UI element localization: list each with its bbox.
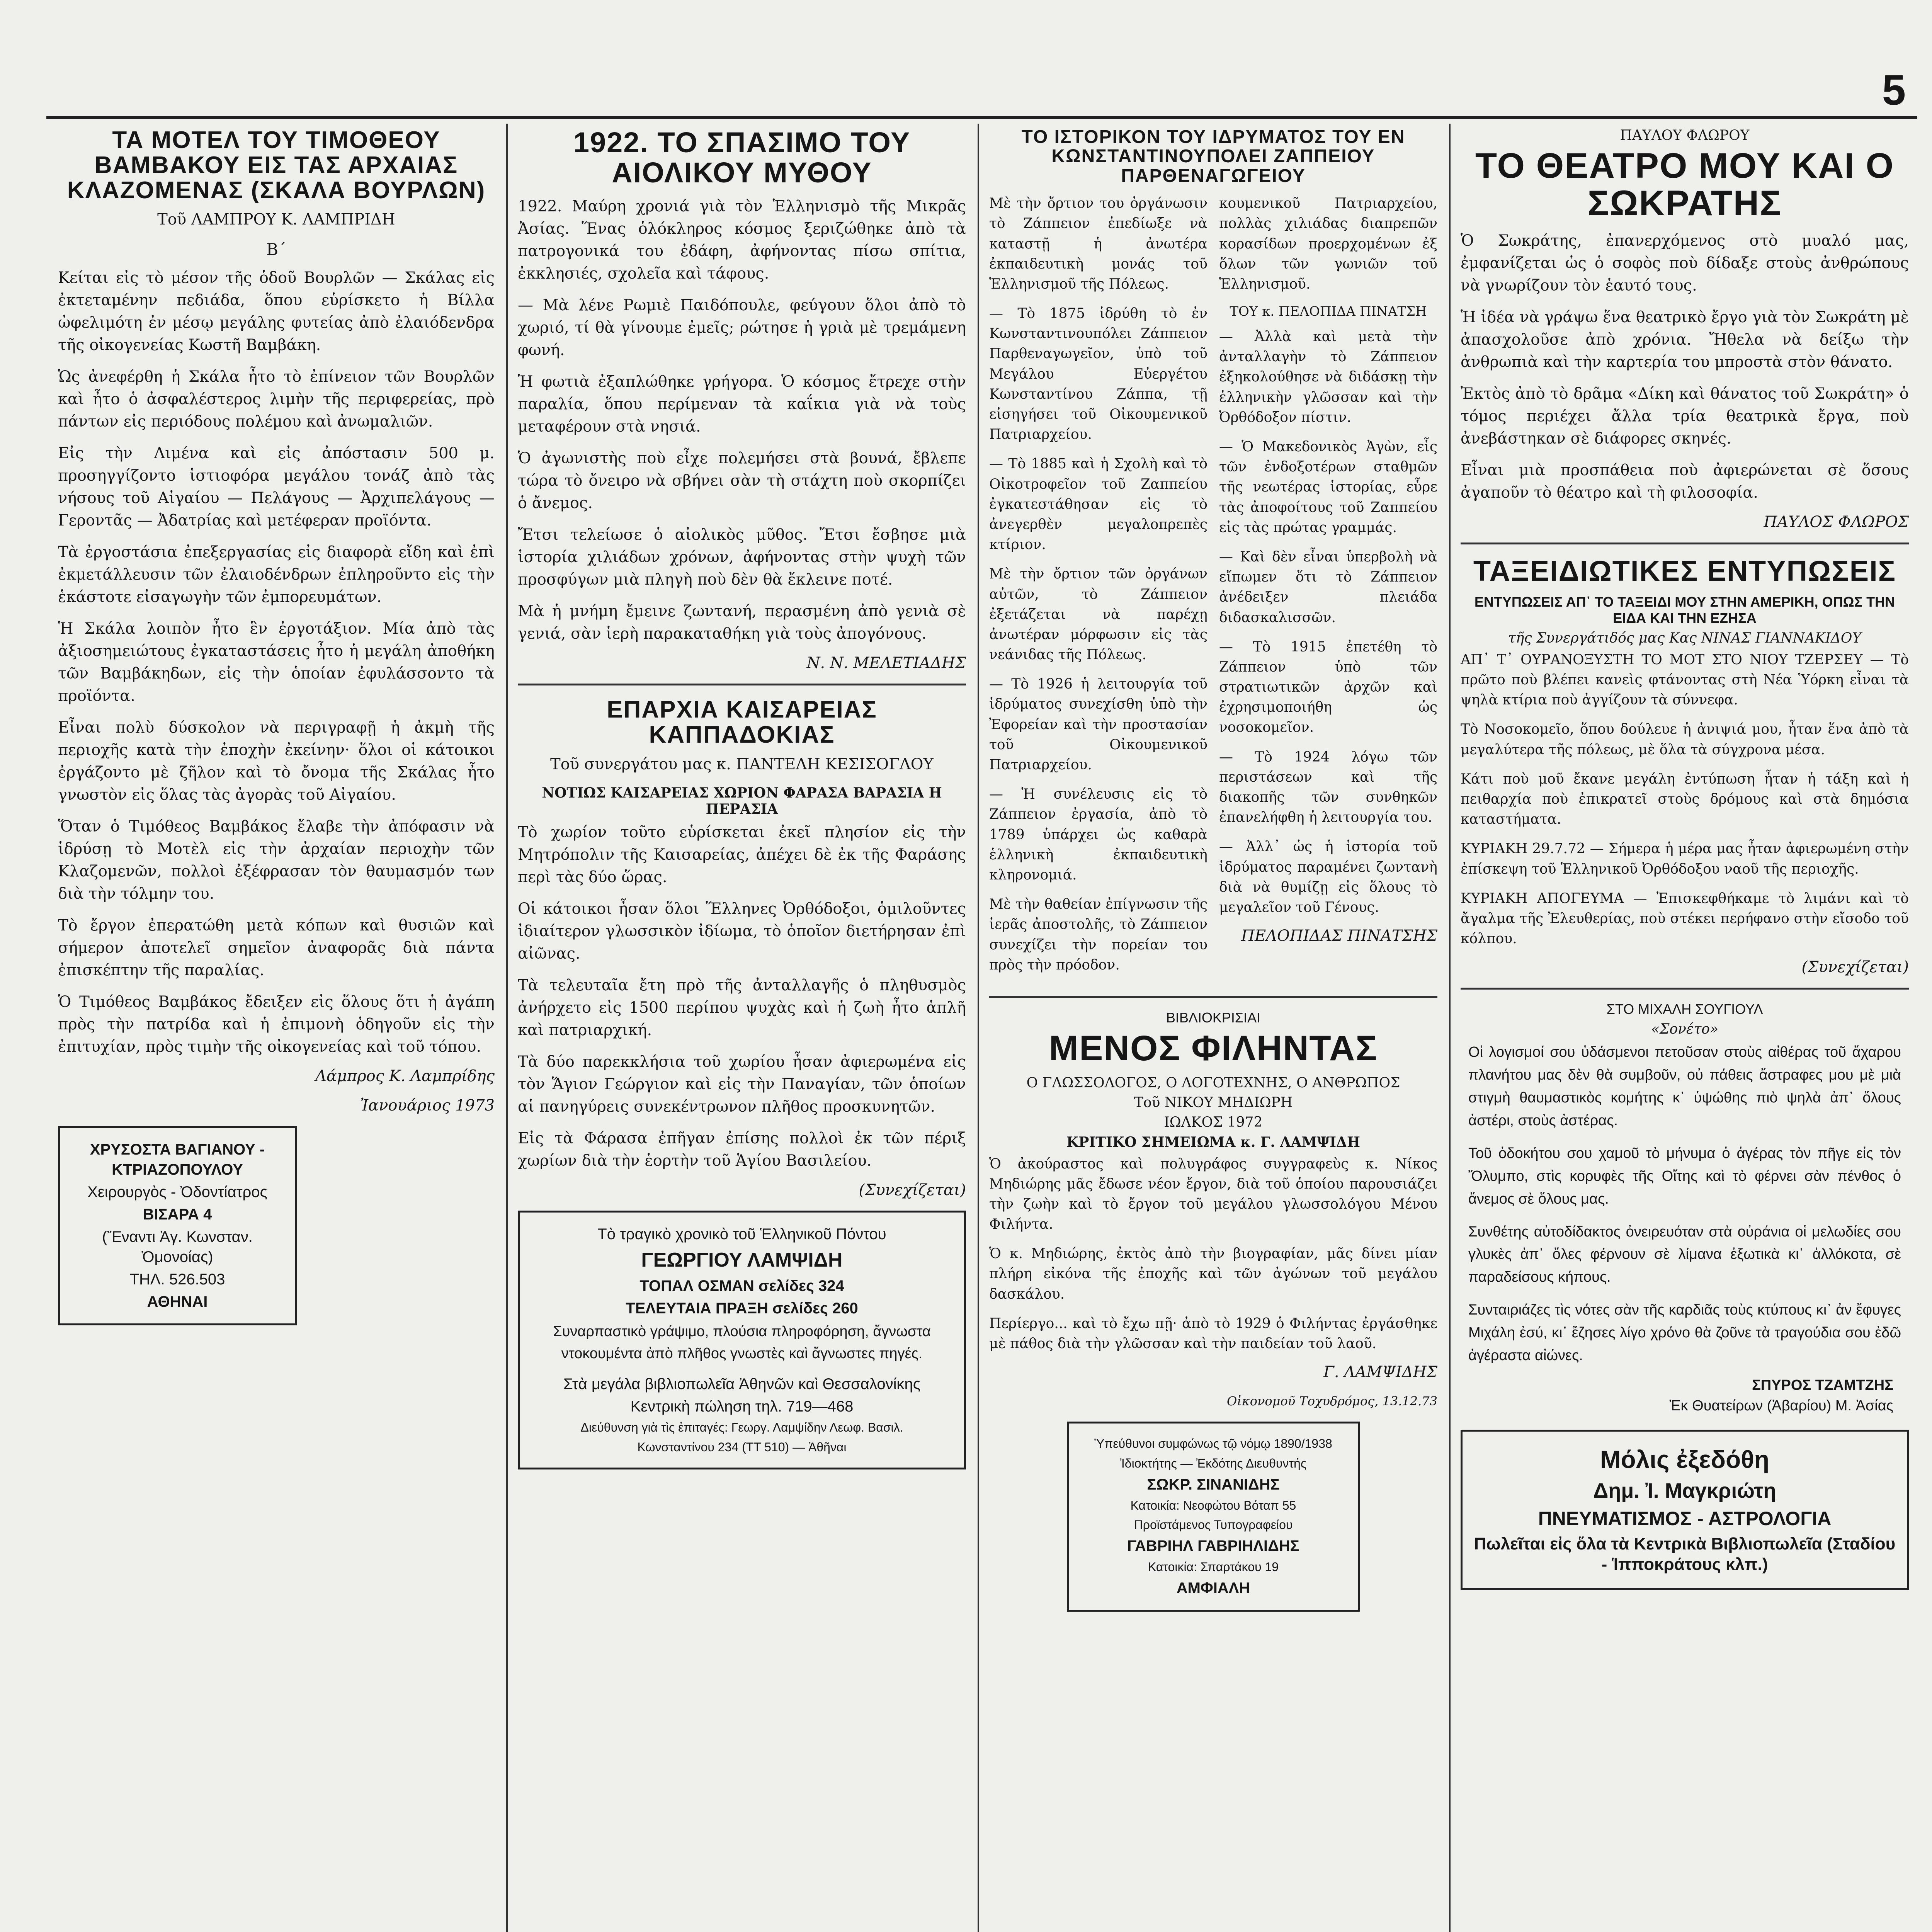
book-ad-title-2: ΤΕΛΕΥΤΑΙΑ ΠΡΑΞΗ σελίδες 260 [626,1299,858,1317]
myth-paragraph: Ὁ ἀγωνιστὴς ποὺ εἶχε πολεμήσει στὰ βουνά, ἔβλεπε τώρα τὸ ὄνειρο νὰ σβήνει σὰν τὴ στάχτη ποὺ σκορπίζει ὁ ἄνεμος. [518,449,966,512]
myth-paragraph: — Μὰ λένε Ρωμιὲ Παιδόπουλε, φεύγουν ὅλοι ἀπὸ τὸ χωριό, τί θὰ γίνουμε ἐμεῖς; ρώτησε ἡ γριὰ μὲ τρεμάμενη φωνή. [518,296,966,359]
zappeion-paragraph: κουμενικοῦ Πατριαρχείου, πολλὰς χιλιάδας διαπρεπῶν κορασίδων προερχομένων ἐξ ὅλων τῶν γωνιῶν τοῦ Ἑλληνισμοῦ. [1219,196,1437,292]
review-note: ΚΡΙΤΙΚΟ ΣΗΜΕΙΩΜΑ κ. Γ. ΛΑΜΨΙΔΗ [1066,1134,1360,1150]
poem-subtitle: «Σονέτο» [1651,1021,1718,1037]
travel-paragraph: Τὸ Νοσοκομεῖο, ὅπου δούλευε ἡ ἀνιψιά μου, ἦταν ἕνα ἀπὸ τὰ μεγαλύτερα τῆς πόλεως, μὲ ὅλα τὰ σύγχρονα μέσα. [1461,721,1909,758]
book-ad-central: Κεντρικὴ πώληση τηλ. 719—468 [630,1398,854,1415]
masthead-box [1067,1422,1360,1612]
review-paragraph: Ὁ κ. Μηδιώρης, ἐκτὸς ἀπὸ τὴν βιογραφίαν, μᾶς δίνει μίαν πλήρη εἰκόνα τῆς ἐποχῆς καὶ τῶν ἀγώνων τοῦ μεγάλου δασκάλου. [989,1246,1437,1302]
zappeion-paragraph: — Τὸ 1926 ἡ λειτουργία τοῦ ἱδρύματος συνεχίσθη ὑπὸ τὴν Ἐφορείαν καὶ τὴν προστασίαν τοῦ Οἰκουμενικοῦ Πατριαρχείου. [989,676,1208,773]
motel-paragraph: Ὁ Τιμόθεος Βαμβάκος ἔδειξεν εἰς ὅλους ὅτι ἡ ἀγάπη πρὸς τὴν πατρίδα καὶ ἡ ἐπιμονὴ ὁδηγοῦν εἰς τὴν ἐπιτυχίαν, πρὸς τιμὴν τῆς οἰκογενείας καὶ τοῦ τόπου. [58,993,495,1056]
motel-headline: ΤΑ ΜΟΤΕΛ ΤΟΥ ΤΙΜΟΘΕΟΥ ΒΑΜΒΑΚΟΥ ΕΙΣ ΤΑΣ ΑΡΧΑΙΑΣ ΚΛΑΖΟΜΕΝΑΣ (ΣΚΑΛΑ ΒΟΥΡΛΩΝ) [67,127,486,204]
kaisareia-paragraph: Τὰ δύο παρεκκλήσια τοῦ χωρίου ἦσαν ἀφιερωμένα εἰς τὸν Ἅγιον Γεώργιον καὶ εἰς τὴν Παναγίαν, τῶν ὁποίων αἱ πανηγύρεις συνεκέντρωνον πλῆθος προσκυνητῶν. [518,1053,966,1116]
section-rule [1461,988,1909,990]
masthead-line: Ὑπεύθυνοι συμφώνως τῷ νόμῳ 1890/1938 [1094,1437,1332,1451]
motel-paragraph: Εἶναι πολὺ δύσκολον νὰ περιγραφῇ ἡ ἀκμὴ τῆς περιοχῆς κατὰ τὴν ἐποχὴν ἐκείνην· ὅλοι οἱ κάτοικοι ἐργάζοντο μὲ ζῆλον καὶ τὸ ὄνομα τῆς Σκάλας ἦτο γνωστὸν εἰς ὅλας τὰς ἀγορὰς τοῦ Αἰγαίου. [58,719,495,804]
travel-byline: τῆς Συνεργάτιδός μας Κας ΝΙΝΑΣ ΓΙΑΝΝΑΚΙΔΟΥ [1508,630,1862,646]
myth-paragraph: Ἔτσι τελείωσε ὁ αἰολικὸς μῦθος. Ἔτσι ἔσβησε μιὰ ἱστορία χιλιάδων χρόνων, ἀφήνοντας στὴν ψυχὴ τῶν προσφύγων μιὰ πληγὴ ποὺ δὲν θὰ ἔκλεινε ποτέ. [518,526,966,589]
myth-headline: 1922. ΤΟ ΣΠΑΣΙΜΟ ΤΟΥ ΑΙΟΛΙΚΟΥ ΜΥΘΟΥ [573,126,911,189]
masthead-line: Προϊστάμενος Τυπογραφείου [1134,1518,1293,1532]
astrology-ad-line2: Δημ. Ἰ. Μαγκριώτη [1593,1479,1776,1502]
zappeion-paragraph: Μὲ τὴν ὄρτιον τῶν ὀργάνων αὐτῶν, τὸ Ζάππειον ἐξετάζεται νὰ παρέχῃ ἀνωτέραν μόρφωσιν εἰς τὰς νεάνιδας τῆς Πόλεως. [989,566,1208,663]
masthead-line: ΓΑΒΡΙΗΛ ΓΑΒΡΙΗΛΙΔΗΣ [1127,1537,1299,1555]
book-ad-orders: Διεύθυνση γιὰ τὶς ἐπιταγές: Γεωργ. Λαμψίδην Λεωφ. Βασιλ. [580,1420,903,1434]
travel-paragraph: ΚΥΡΙΑΚΗ ΑΠΟΓΕΥΜΑ — Ἐπισκεφθήκαμε τὸ λιμάνι καὶ τὸ ἄγαλμα τῆς Ἐλευθερίας, ποὺ στέκει περήφανο στὴν εἴσοδο τοῦ κόλπου. [1461,890,1909,947]
kaisareia-headline: ΕΠΑΡΧΙΑ ΚΑΙΣΑΡΕΙΑΣ ΚΑΠΠΑΔΟΚΙΑΣ [607,696,877,748]
poem-stanza: Συνταιριάζες τὶς νότες σὰν τῆς καρδιᾶς τοὺς κτύπους κι᾽ ἀν ἔφυγες Μιχάλη ἐσύ, κι᾽ ἔζησες λίγο χρόνο θὰ ζοῦνε τὰ τραγούδια σου ἐδῶ ἀγέραστα αἰώνες. [1468,1302,1901,1364]
theatre-paragraph: Ἡ ἰδέα νὰ γράψω ἕνα θεατρικὸ ἔργο γιὰ τὸν Σωκράτη μὲ ἀπασχολοῦσε ἀπὸ χρόνια. Ἤθελα νὰ δείξω τὴν ἀνθρωπιὰ καὶ τὴν καρτερία του μπροστὰ στὸν θάνατο. [1461,308,1909,371]
column-divider [1449,124,1451,1932]
column-1922-article [510,124,974,1932]
astrology-ad-line1: Μόλις ἐξεδόθη [1600,1445,1769,1473]
book-ad-orders-2: Κωνσταντίνου 234 (ΤΤ 510) — Ἀθῆναι [637,1440,847,1454]
theatre-paragraph: Εἶναι μιὰ προσπάθεια ποὺ ἀφιερώνεται σὲ ὅσους ἀγαποῦν τὸ θέατρο καὶ τὴ φιλοσοφία. [1461,461,1909,502]
motel-section-mark: Β΄ [266,240,286,259]
dentist-phone: ΤΗΛ. 526.503 [129,1271,225,1288]
myth-paragraph: Μὰ ἡ μνήμη ἔμεινε ζωντανή, περασμένη ἀπὸ γενιὰ σὲ γενιά, σὰν ἱερὴ παρακαταθήκη γιὰ τοὺς ἀπογόνους. [518,602,966,643]
zappeion-paragraph: Μὲ τὴν ὄρτιον του ὀργάνωσιν τὸ Ζάππειον ἐπεδίωξε νὰ καταστῇ ἡ ἀνωτέρα ἐκπαιδευτικὴ μονάς τοῦ Ἑλληνισμοῦ τῆς Πόλεως. [989,196,1208,292]
review-subtitle: Ο ΓΛΩΣΣΟΛΟΓΟΣ, Ο ΛΟΓΟΤΕΧΝΗΣ, Ο ΑΝΘΡΩΠΟΣ [1026,1075,1400,1091]
travel-headline: ΤΑΞΕΙΔΙΩΤΙΚΕΣ ΕΝΤΥΠΩΣΕΙΣ [1473,555,1896,587]
motel-paragraph: Κείται εἰς τὸ μέσον τῆς ὁδοῦ Βουρλῶν — Σκάλας εἰς ἐκτεταμένην πεδιάδα, ὅπου εὑρίσκετο ἡ Βίλλα ὠφελιμότη ἐν μέσῳ μεγάλης φυτείας ἀπὸ ἐλαιόδενδρα τῆς οἰκογενείας Κωστῆ Βαμβάκη. [58,269,495,354]
dentist-ad [58,1126,297,1325]
motel-paragraph: Τὰ ἐργοστάσια ἐπεξεργασίας εἰς διαφορὰ εἴδη καὶ ἐπὶ ἐκμετάλλευσιν τῶν ἐλαιοδένδρων ἐπληροῦντο εἰς τὴν ἑκάστοτε εἰσαγωγὴν τῶν ἐμπορευμάτων. [58,543,495,606]
review-title: ΜΕΝΟΣ ΦΙΛΗΝΤΑΣ [1049,1028,1378,1068]
review-signature: Γ. ΛΑΜΨΙΔΗΣ [1323,1363,1437,1381]
motel-signature-date: Ἰανουάριος 1973 [360,1097,495,1115]
zappeion-paragraph: — Τὸ 1924 λόγω τῶν περιστάσεων καὶ τῆς διακοπῆς τῶν συνθηκῶν ἐπανελήφθη ἡ λειτουργία του. [1219,749,1437,826]
theatre-paragraph: Ἐκτὸς ἀπὸ τὸ δρᾶμα «Δίκη καὶ θάνατος τοῦ Σωκράτη» ὁ τόμος περιέχει ἄλλα τρία θεατρικὰ ἔργα, ποὺ ἀνεβάστηκαν σὲ διάφορες σκηνές. [1461,385,1909,448]
dentist-address-note: (Ἔναντι Ἁγ. Κωνσταν. Ὁμονοίας) [102,1228,253,1266]
book-ad-desc: Συναρπαστικὸ γράψιμο, πλούσια πληροφόρηση, ἄγνωστα ντοκουμέντα ἀπὸ πλῆθος γνωστὲς καὶ ἄγνωστες πηγές. [553,1323,931,1362]
astrology-ad-title: ΠΝΕΥΜΑΤΙΣΜΟΣ - ΑΣΤΡΟΛΟΓΙΑ [1538,1508,1832,1530]
travel-paragraph: ΚΥΡΙΑΚΗ 29.7.72 — Σήμερα ἡ μέρα μας ἦταν ἀφιερωμένη στὴν ἐπίσκεψη τοῦ Ἑλληνικοῦ Ὀρθόδοξου ναοῦ τῆς περιοχῆς. [1461,841,1909,877]
masthead-line: ΑΜΦΙΑΛΗ [1176,1579,1250,1597]
book-ad-title-1: ΤΟΠΑΛ ΟΣΜΑΝ σελίδες 324 [639,1277,844,1294]
myth-paragraph: Ἡ φωτιὰ ἐξαπλώθηκε γρήγορα. Ὁ κόσμος ἔτρεχε στὴν παραλία, ὅπου περίμεναν τὰ καΐκια γιὰ νὰ τοὺς μεταφέρουν στὰ νησιά. [518,373,966,436]
review-paragraph: Περίεργο... καὶ τὸ ἔχω πῇ· ἀπὸ τὸ 1929 ὁ Φιλήντας ἐργάσθηκε μὲ πάθος διὰ τὴν γλῶσσαν καὶ τὴν παιδείαν τοῦ λαοῦ. [989,1315,1437,1352]
travel-kicker: ΕΝΤΥΠΩΣΕΙΣ ΑΠ᾽ ΤΟ ΤΑΞΕΙΔΙ ΜΟΥ ΣΤΗΝ ΑΜΕΡΙΚΗ, ΟΠΩΣ ΤΗΝ ΕΙΔΑ ΚΑΙ ΤΗΝ ΕΖΗΣΑ [1474,594,1895,626]
kaisareia-paragraph: Τὸ χωρίον τοῦτο εὑρίσκεται ἐκεῖ πλησίον εἰς τὴν Μητρόπολιν τῆς Καισαρείας, ἀπέχει δὲ ἐκ τῆς Φαράσης περὶ τὰς δύο ὥρας. [518,823,966,886]
travel-paragraph: ΑΠ᾽ Τ᾽ ΟΥΡΑΝΟΞΥΣΤΗ ΤΟ ΜΟΤ ΣΤΟ ΝΙΟΥ ΤΖΕΡΣΕΥ — Τὸ πρῶτο ποὺ βλέπει κανεὶς φτάνοντας στὴ Νέα Ὑόρκη εἶναι τὰ ψηλὰ κτίρια ποὺ ἀγγίζουν τὰ σύννεφα. [1461,651,1909,708]
dentist-address: ΒΙΣΑΡΑ 4 [143,1206,212,1223]
book-ad-author: ΓΕΩΡΓΙΟΥ ΛΑΜΨΙΔΗ [641,1248,843,1271]
review-kicker: ΒΙΒΛΙΟΚΡΙΣΙΑΙ [1166,1009,1261,1026]
poem-stanza: Οἱ λογισμοί σου ὑδάσμενοι πετοῦσαν στοὺς αἰθέρας τοῦ ἄχαρου πλανήτου μας δὲν θὰ συμβοῦν, οὐ πάθεις ἄστραφες μου μὲ μιὰ στιγμὴ θαυμαστικὸς κομήτης κ᾽ ὑψώθης πιὸ ψηλὰ ἀπ᾽ ὅλους ἀστέρι, στοὺς ἀστέρας. [1468,1044,1901,1129]
review-place: ΙΩΛΚΟΣ 1972 [1164,1114,1263,1130]
zappeion-paragraph: — Ἀλλ᾽ ὡς ἡ ἱστορία τοῦ ἱδρύματος παραμένει ζωντανὴ διὰ νὰ θυμίζῃ εἰς ὅλους τὸ μεγαλεῖον τοῦ Γένους. [1219,839,1437,915]
motel-paragraph: Εἰς τὴν Λιμένα καὶ εἰς ἀπόστασιν 500 μ. προσηγγίζοντο ἱστιοφόρα μεγάλου τονάζ ἀπὸ τὰς νήσους τοῦ Αἰγαίου — Πελάγους — Ἀρχιπελάγους — Γεροντᾶς — Ἀδατρίας καὶ μετέφεραν προϊόντα. [58,444,495,530]
zappeion-paragraph: — Καὶ δὲν εἶναι ὑπερβολὴ νὰ εἴπωμεν ὅτι τὸ Ζάππειον ἀνέδειξεν πλειάδα διδασκαλισσῶν. [1219,549,1437,626]
theatre-kicker: ΠΑΥΛΟΥ ΦΛΩΡΟΥ [1620,128,1750,143]
page-number: 5 [1882,66,1906,114]
section-rule [989,996,1437,998]
top-rule [46,116,1917,119]
poem-author: ΣΠΥΡΟΣ ΤΖΑΜΤΖΗΣ [1752,1377,1893,1393]
zappeion-paragraph: — Τὸ 1875 ἱδρύθη τὸ ἐν Κωνσταντινουπόλει Ζάππειον Παρθεναγωγεῖον, ὑπὸ τοῦ Μεγάλου Εὐεργέτου Κωνσταντίνου Ζάππα, τῇ εἰσηγήσει τοῦ Οἰκουμενικοῦ Πατριαρχείου. [989,306,1208,443]
section-rule [518,684,966,685]
theatre-paragraph: Ὁ Σωκράτης, ἐπανερχόμενος στὸ μυαλό μας, ἐμφανίζεται ὡς ὁ σοφὸς ποὺ δίδαξε στοὺς ἀνθρώπους νὰ γνωρίζουν τὸν ἑαυτό τους. [1461,232,1909,295]
dentist-name: ΧΡΥΣΟΣΤΑ ΒΑΓΙΑΝΟΥ - ΚΤΡΙΑΖΟΠΟΥΛΟΥ [90,1141,265,1179]
kaisareia-paragraph: Οἱ κάτοικοι ἦσαν ὅλοι Ἕλληνες Ὀρθόδοξοι, ὁμιλοῦντες ἰδιαίτερον γλωσσικὸν ἰδίωμα, τὸ ὁποῖον διετήρησαν ἐπὶ αἰῶνας. [518,900,966,963]
masthead-line: Κατοικία: Νεοφώτου Βόταπ 55 [1130,1498,1296,1512]
book-ad-where: Στὰ μεγάλα βιβλιοπωλεῖα Ἀθηνῶν καὶ Θεσσαλονίκης [563,1375,921,1393]
motel-byline: Τοῦ ΛΑΜΠΡΟΥ Κ. ΛΑΜΠΡΙΔΗ [157,211,395,229]
myth-paragraph: 1922. Μαύρη χρονιά γιὰ τὸν Ἑλληνισμὸ τῆς Μικρᾶς Ἀσίας. Ἕνας ὁλόκληρος κόσμος ξεριζώθηκε ἀπὸ τὰ πατρογονικά του ἐδάφη, ἀφήνοντας πίσω σπίτια, ἐκκλησιές, σχολεῖα καὶ τάφους. [518,197,966,283]
masthead-line: ΣΩΚΡ. ΣΙΝΑΝΙΔΗΣ [1147,1476,1280,1493]
motel-signature: Λάμπρος Κ. Λαμπρίδης [315,1067,495,1085]
zappeion-paragraph: — Ὁ Μακεδονικὸς Ἀγὼν, εἷς τῶν ἐνδοξοτέρων σταθμῶν τῆς νεωτέρας ἱστορίας, εὗρε τὰς ἀποφοίτους τοῦ Ζαππείου εἰς τὰς πρώτας γραμμάς. [1219,439,1437,536]
masthead-line: Κατοικία: Σπαρτάκου 19 [1148,1560,1279,1574]
review-author: Τοῦ ΝΙΚΟΥ ΜΗΔΙΩΡΗ [1134,1094,1293,1111]
zappeion-headline: ΤΟ ΙΣΤΟΡΙΚΟΝ ΤΟΥ ΙΔΡΥΜΑΤΟΣ ΤΟΥ ΕΝ ΚΩΝΣΤΑΝΤΙΝΟΥΠΟΛΕΙ ΖΑΠΠΕΙΟΥ ΠΑΡΘΕΝΑΓΩΓΕΙΟΥ [1021,127,1405,186]
kaisareia-continued: (Συνεχίζεται) [859,1181,966,1199]
motel-paragraph: Ἡ Σκάλα λοιπὸν ἦτο ἓν ἐργοτάξιον. Μία ἀπὸ τὰς ἀξιοσημειώτους ἐγκαταστάσεις ἦτο ἡ μεγάλη ἀποθήκη τῶν Βαμβάκηδων, εἰς τὴν ὁποίαν ἐφυλάσσοντο τὰ προϊόντα. [58,620,495,705]
poem-stanza: Τοῦ ὁδοκήτου σου χαμοῦ τὸ μήνυμα ὁ ἀγέρας τὸν πῆγε εἰς τὸν Ὄλυμπο, στὶς κορυφὲς τῆς Οἴτης καὶ τὸ φέρνει σὰν πένθος ὁ ἄνεμος σὲ ὅλους μας. [1468,1145,1901,1207]
zappeion-paragraph: — Ἀλλὰ καὶ μετὰ τὴν ἀνταλλαγὴν τὸ Ζάππειον ἐξηκολούθησε νὰ διδάσκῃ τὴν ἑλληνικὴν γλῶσσαν καὶ τὴν Ὀρθόδοξον πίστιν. [1219,329,1437,425]
poem-author-place: Ἐκ Θυατείρων (Ἀβαρίου) Μ. Ἀσίας [1669,1397,1893,1414]
section-rule [1461,543,1909,544]
review-sig-place: Οἰκονομοῦ Τοχυδρόμος, 13.12.73 [1226,1394,1437,1409]
poem-stanza: Συνθέτης αὐτοδίδακτος ὀνειρευόταν στὰ οὐράνια οἱ μελωδίες σου γλυκὲς ἀπ᾽ ὅλες φέρνουν σὲ λίμανα ἐξωτικὰ κι᾽ ἀλλόκοτα, σὲ παραδείσους κήπους. [1468,1223,1901,1286]
astrology-ad [1461,1430,1909,1590]
kaisareia-byline: Τοῦ συνεργάτου μας κ. ΠΑΝΤΕΛΗ ΚΕΣΙΣΟΓΛΟΥ [550,755,934,773]
motel-paragraph: Ὡς ἀνεφέρθη ἡ Σκάλα ἦτο τὸ ἐπίνειον τῶν Βουρλῶν καὶ ἦτο ὁ ἀσφαλέστερος λιμὴν τῆς περιφερείας, πρὸ πάντων εἰς περιόδους πολέμου καὶ ἀνωμαλιῶν. [58,368,495,431]
review-paragraph: Ὁ ἀκούραστος καὶ πολυγράφος συγγραφεὺς κ. Νίκος Μηδιώρης μᾶς ἔδωσε νέον ἔργον, διὰ τοῦ ὁποίου παρουσιάζει τὴν ζωὴν καὶ τὸ ἔργον τοῦ μεγάλου γλωσσολόγου Μένου Φιλήντα. [989,1156,1437,1233]
zappeion-paragraph: — Τὸ 1885 καὶ ἡ Σχολὴ καὶ τὸ Οἰκοτροφεῖον τοῦ Ζαππείου ἐγκατεστάθησαν εἰς τὸ ἀνεγερθὲν μεγαλοπρεπὲς κτίριον. [989,456,1208,553]
column-theatre-article [1453,124,1917,1932]
travel-paragraph: Κάτι ποὺ μοῦ ἔκανε μεγάλη ἐντύπωση ἦταν ἡ τάξη καὶ ἡ πειθαρχία ποὺ ἐπικρατεῖ στοὺς δρόμους καὶ στὰ δημόσια καταστήματα. [1461,771,1909,828]
zappeion-byline: ΤΟΥ κ. ΠΕΛΟΠΙΔΑ ΠΙΝΑΤΣΗ [1230,304,1427,320]
masthead-line: Ἰδιοκτήτης — Ἐκδότης Διευθυντής [1120,1456,1307,1470]
column-divider [978,124,979,1932]
motel-paragraph: Τὸ ἔργον ἐπερατώθη μετὰ κόπων καὶ θυσιῶν καὶ σήμερον ἀποτελεῖ σημεῖον ἀναφορᾶς διὰ πάντα ἐπισκέπτην τῆς παραλίας. [58,917,495,980]
theatre-headline: ΤΟ ΘΕΑΤΡΟ ΜΟΥ ΚΑΙ Ο ΣΩΚΡΑΤΗΣ [1475,146,1895,223]
column-zappeion-article [981,124,1445,1932]
book-ad [518,1211,966,1469]
zappeion-paragraph: — Τὸ 1915 ἐπετέθη τὸ Ζάππειον ὑπὸ τῶν στρατιωτικῶν ἀρχῶν καὶ ἐχρησιμοποιήθη ὡς νοσοκομεῖον. [1219,639,1437,736]
zappeion-signature: ΠΕΛΟΠΙΔΑΣ ΠΙΝΑΤΣΗΣ [1241,927,1437,945]
dentist-city: ΑΘΗΝΑΙ [147,1293,208,1311]
poem-kicker: ΣΤΟ ΜΙΧΑΛΗ ΣΟΥΓΙΟΥΛ [1606,1001,1763,1017]
zappeion-paragraph: — Ἡ συνέλευσις εἰς τὸ Ζάππειον ἐργασία, ἀπὸ τὸ 1789 ὑπάρχει ὡς καθαρὰ ἑλληνικὴ ἐκπαιδευτικὴ κληρονομιά. [989,786,1208,883]
kaisareia-paragraph: Εἰς τὰ Φάρασα ἐπῆγαν ἐπίσης πολλοὶ ἐκ τῶν πέριξ χωρίων διὰ τὴν ἑορτὴν τοῦ Ἁγίου Βασιλείου. [518,1129,966,1170]
kaisareia-paragraph: Τὰ τελευταῖα ἔτη πρὸ τῆς ἀνταλλαγῆς ὁ πληθυσμὸς ἀνήρχετο εἰς 1500 περίπου ψυχὰς καὶ ἡ ζωὴ ἦτο ἁπλῆ καὶ πατριαρχική. [518,976,966,1039]
motel-paragraph: Ὅταν ὁ Τιμόθεος Βαμβάκος ἔλαβε τὴν ἀπόφασιν νὰ ἱδρύσῃ τὸ Μοτὲλ εἰς τὴν ἀρχαίαν περιοχὴν τῶν Κλαζομενῶν, πολλοὶ ἐξέφρασαν τὸν θαυμασμόν των διὰ τὴν τόλμην του. [58,818,495,903]
column-divider [506,124,508,1932]
myth-signature: Ν. Ν. ΜΕΛΕΤΙΑΔΗΣ [806,654,966,672]
travel-continued: (Συνεχίζεται) [1801,958,1909,976]
astrology-ad-sale: Πωλεῖται εἰς ὅλα τὰ Κεντρικὰ Βιβλιοπωλεῖα (Σταδίου - Ἱπποκράτους κλπ.) [1474,1534,1896,1574]
dentist-desc: Χειρουργὸς - Ὀδοντίατρος [87,1184,267,1201]
kaisareia-kicker: ΝΟΤΙΩΣ ΚΑΙΣΑΡΕΙΑΣ ΧΩΡΙΟΝ ΦΑΡΑΣΑ ΒΑΡΑΣΙΑ Η ΠΕΡΑΣΙΑ [542,784,942,817]
book-ad-intro: Τὸ τραγικὸ χρονικὸ τοῦ Ἑλληνικοῦ Πόντου [597,1225,886,1243]
theatre-signature: ΠΑΥΛΟΣ ΦΛΩΡΟΣ [1764,513,1909,531]
column-motel-article [50,124,502,1932]
zappeion-paragraph: Μὲ τὴν θαθείαν ἐπίγνωσιν τῆς ἱερᾶς ἀποστολῆς, τὸ Ζάππειον συνεχίζει τὴν πορείαν του πρὸς τὴν πρόοδον. [989,896,1208,973]
